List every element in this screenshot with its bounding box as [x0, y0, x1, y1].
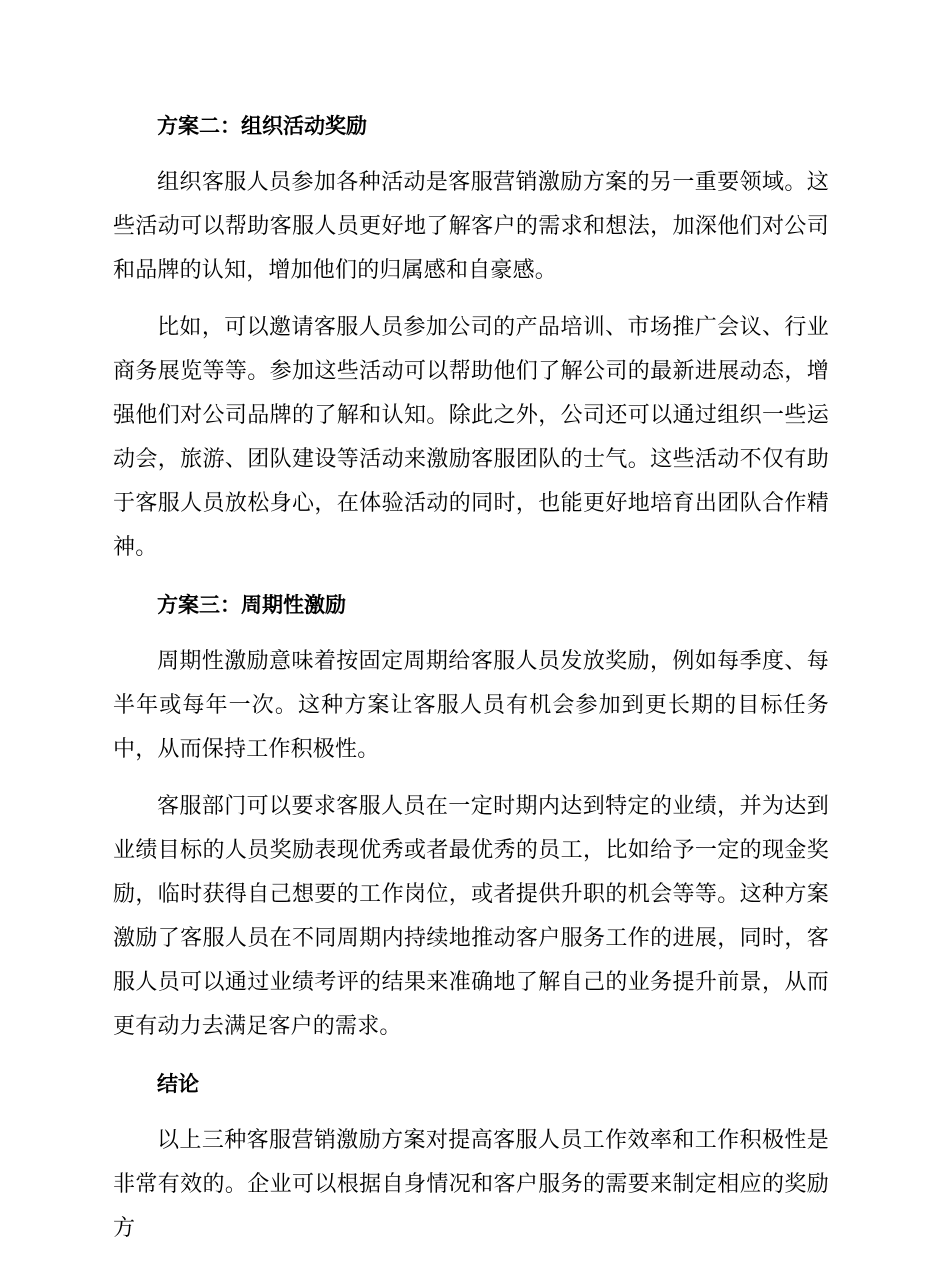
paragraph: 组织客服人员参加各种活动是客服营销激励方案的另一重要领域。这些活动可以帮助客服人员更好地了解客户的需求和想法，加深他们对公司和品牌的认知，增加他们的归属感和自豪感。	[113, 170, 829, 283]
section-heading-plan-two: 方案二：组织活动奖励	[157, 114, 367, 138]
paragraph: 周期性激励意味着按固定周期给客服人员发放奖励，例如每季度、每半年或每年一次。这种方案让客服人员有机会参加到更长期的目标任务中，从而保持工作积极性。	[113, 649, 829, 762]
paragraph: 客服部门可以要求客服人员在一定时期内达到特定的业绩，并为达到业绩目标的人员奖励表现优秀或者最优秀的员工，比如给予一定的现金奖励，临时获得自己想要的工作岗位，或者提供升职的机会等等。这种方案激励了客服人员在不同周期内持续地推动客户服务工作的进展，同时，客服人员可以通过业绩考评的结果来准确地了解自己的业务提升前景，从而更有动力去满足客户的需求。	[113, 794, 829, 1039]
section-heading-plan-three: 方案三：周期性激励	[157, 593, 346, 617]
paragraph: 以上三种客服营销激励方案对提高客服人员工作效率和工作积极性是非常有效的。企业可以根据自身情况和客户服务的需要来制定相应的奖励方	[113, 1128, 829, 1241]
section-heading-conclusion: 结论	[157, 1072, 199, 1096]
paragraph: 比如，可以邀请客服人员参加公司的产品培训、市场推广会议、行业商务展览等等。参加这些活动可以帮助他们了解公司的最新进展动态，增强他们对公司品牌的了解和认知。除此之外，公司还可以通过组织一些运动会，旅游、团队建设等活动来激励客服团队的士气。这些活动不仅有助于客服人员放松身心，在体验活动的同时，也能更好地培育出团队合作精神。	[113, 315, 829, 560]
document-body	[113, 104, 829, 1264]
